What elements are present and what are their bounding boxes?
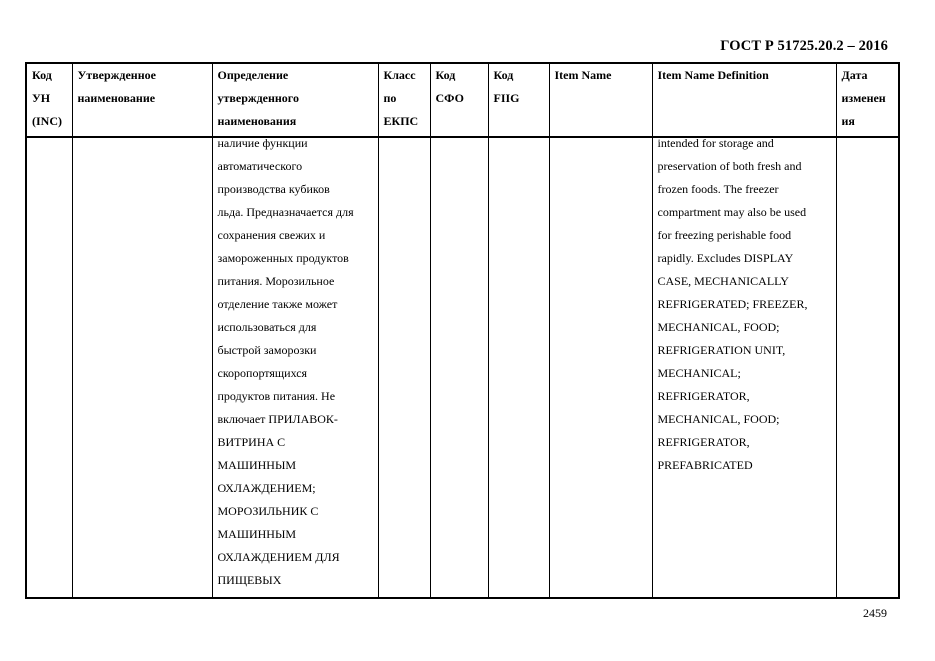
catalog-table: [25, 62, 900, 599]
cell-ekps-class: [378, 137, 430, 598]
header-inc-code: Код УН (INC): [26, 63, 72, 137]
table-row: [26, 137, 899, 598]
cell-fiig-code: [488, 137, 549, 598]
header-definition: Определение утвержденного наименования: [212, 63, 378, 137]
header-item-name: Item Name: [549, 63, 652, 137]
page-number: 2459: [863, 606, 887, 620]
cell-change-date: [836, 137, 899, 598]
cell-approved-name: [72, 137, 212, 598]
header-approved-name: Утвержденное наименование: [72, 63, 212, 137]
document-standard-header: ГОСТ Р 51725.20.2 – 2016: [720, 38, 888, 54]
cell-item-name-definition: intended for storage and preservation of both fresh and frozen foods. The freezer compartment may also be used for freezing perishable food rapidly. Excludes DISPLAY CASE, MECHANICALLY REFRIGERATED; FREEZER, MECHANICAL, FOOD; REFRIGERATION UNIT, MECHANICAL; REFRIGERATOR, MECHANICAL, FOOD; REFRIGERATOR, PREFABRICATED: [652, 137, 836, 598]
cell-sfo-code: [430, 137, 488, 598]
table-header-row: [26, 63, 899, 137]
header-ekps-class: Класс по ЕКПС: [378, 63, 430, 137]
cell-item-name: [549, 137, 652, 598]
cell-inc-code: [26, 137, 72, 598]
header-change-date: Дата изменен ия: [836, 63, 899, 137]
cell-definition-ru: наличие функции автоматического производства кубиков льда. Предназначается для сохранения свежих и замороженных продуктов питания. Морозильное отделение также может использоваться для быстрой заморозки скоропортящихся продуктов питания. Не включает ПРИЛАВОК- ВИТРИНА С МАШИННЫМ ОХЛАЖДЕНИЕМ; МОРОЗИЛЬНИК С МАШИННЫМ ОХЛАЖДЕНИЕМ ДЛЯ ПИЩЕВЫХ: [212, 137, 378, 598]
header-sfo-code: Код СФО: [430, 63, 488, 137]
header-fiig-code: Код FIIG: [488, 63, 549, 137]
header-item-name-definition: Item Name Definition: [652, 63, 836, 137]
